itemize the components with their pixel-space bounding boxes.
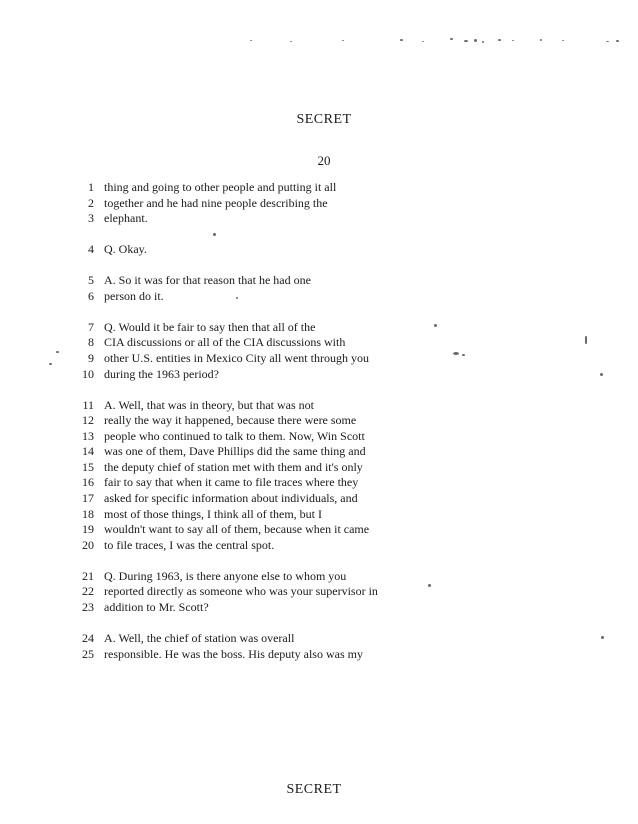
transcript-line bbox=[72, 584, 432, 600]
margin-speck bbox=[462, 354, 465, 356]
line-number: 11 bbox=[82, 397, 94, 412]
line-text: A. So it was for that reason that he had one bbox=[104, 273, 311, 288]
transcript-body bbox=[72, 180, 432, 662]
line-text: people who continued to talk to them. Now, Win Scott bbox=[104, 428, 365, 443]
line-number: 23 bbox=[82, 600, 94, 615]
line-text: Q. Okay. bbox=[104, 242, 147, 257]
transcript-line bbox=[72, 429, 432, 445]
line-number: 15 bbox=[82, 459, 94, 474]
page-number: 20 bbox=[317, 153, 331, 168]
margin-speck bbox=[453, 352, 459, 355]
margin-speck bbox=[600, 373, 603, 376]
transcript-line bbox=[72, 273, 432, 289]
line-number: 14 bbox=[82, 444, 94, 459]
margin-speck bbox=[213, 233, 216, 236]
transcript-line bbox=[72, 522, 432, 538]
line-text: CIA discussions or all of the CIA discussions with bbox=[104, 335, 346, 350]
line-text: most of those things, I think all of them, but I bbox=[104, 506, 322, 521]
paragraph-gap bbox=[72, 382, 432, 397]
transcript-line bbox=[72, 320, 432, 336]
line-text: really the way it happened, because there were some bbox=[104, 413, 357, 428]
line-text: A. Well, the chief of station was overall bbox=[104, 631, 295, 645]
margin-speck bbox=[236, 297, 238, 299]
transcript-line bbox=[72, 491, 432, 507]
transcript-line bbox=[72, 600, 432, 616]
transcript-line bbox=[72, 647, 432, 663]
line-text: during the 1963 period? bbox=[104, 366, 219, 381]
line-number: 9 bbox=[88, 350, 94, 365]
line-number: 21 bbox=[82, 568, 94, 583]
margin-speck bbox=[49, 363, 52, 365]
line-text: Q. During 1963, is there anyone else to whom you bbox=[104, 568, 347, 583]
transcript-line bbox=[72, 196, 432, 212]
line-number: 4 bbox=[88, 242, 94, 257]
line-number: 5 bbox=[88, 273, 94, 288]
paragraph-gap bbox=[72, 227, 432, 242]
transcript-line bbox=[72, 538, 432, 554]
line-text: asked for specific information about individuals, and bbox=[104, 491, 358, 506]
line-number: 13 bbox=[82, 428, 94, 443]
line-number: 19 bbox=[82, 522, 94, 537]
margin-speck bbox=[56, 351, 59, 353]
line-number: 25 bbox=[82, 646, 94, 661]
line-number: 1 bbox=[88, 180, 94, 194]
transcript-line bbox=[72, 351, 432, 367]
line-number: 7 bbox=[88, 319, 94, 334]
classification-footer: SECRET bbox=[286, 782, 342, 797]
transcript-line bbox=[72, 569, 432, 585]
line-number: 3 bbox=[88, 211, 94, 226]
paragraph-gap bbox=[72, 553, 432, 568]
transcript-line bbox=[72, 289, 432, 305]
line-number: 22 bbox=[82, 584, 94, 599]
line-number: 18 bbox=[82, 506, 94, 521]
line-number: 16 bbox=[82, 475, 94, 490]
transcript-line bbox=[72, 475, 432, 491]
line-text: other U.S. entities in Mexico City all went through you bbox=[104, 350, 369, 365]
margin-speck bbox=[585, 336, 587, 344]
line-text: person do it. bbox=[104, 288, 164, 303]
line-text: reported directly as someone who was your supervisor in bbox=[104, 584, 378, 599]
line-number: 12 bbox=[82, 413, 94, 428]
line-text: responsible. He was the boss. His deputy also was my bbox=[104, 646, 363, 661]
paragraph-gap bbox=[72, 304, 432, 319]
line-text: was one of them, Dave Phillips did the same thing and bbox=[104, 444, 366, 459]
line-text: fair to say that when it came to file traces where they bbox=[104, 475, 359, 490]
line-number: 20 bbox=[82, 537, 94, 552]
transcript-line bbox=[72, 460, 432, 476]
margin-speck bbox=[428, 584, 431, 587]
margin-speck bbox=[601, 636, 604, 639]
transcript-line bbox=[72, 335, 432, 351]
line-text: together and he had nine people describing the bbox=[104, 195, 328, 210]
line-text: Q. Would it be fair to say then that all of the bbox=[104, 319, 316, 334]
transcript-line bbox=[72, 398, 432, 414]
line-text: thing and going to other people and putting it all bbox=[104, 180, 337, 194]
line-text: wouldn't want to say all of them, because when it came bbox=[104, 522, 370, 537]
transcript-line bbox=[72, 413, 432, 429]
line-number: 2 bbox=[88, 195, 94, 210]
line-text: A. Well, that was in theory, but that was not bbox=[104, 397, 314, 412]
line-text: the deputy chief of station met with them and it's only bbox=[104, 459, 363, 474]
line-number: 6 bbox=[88, 288, 94, 303]
paragraph-gap bbox=[72, 258, 432, 273]
line-text: elephant. bbox=[104, 211, 148, 226]
scan-artifact-strip bbox=[250, 36, 630, 46]
line-number: 10 bbox=[82, 366, 94, 381]
transcript-line bbox=[72, 242, 432, 258]
line-number: 17 bbox=[82, 491, 94, 506]
transcript-line bbox=[72, 211, 432, 227]
line-number: 8 bbox=[88, 335, 94, 350]
classification-header: SECRET bbox=[296, 112, 352, 127]
transcript-line bbox=[72, 631, 432, 647]
transcript-line bbox=[72, 180, 432, 196]
margin-speck bbox=[434, 324, 437, 327]
line-number: 24 bbox=[82, 631, 94, 645]
line-text: to file traces, I was the central spot. bbox=[104, 537, 275, 552]
transcript-line bbox=[72, 367, 432, 383]
paragraph-gap bbox=[72, 616, 432, 631]
transcript-line bbox=[72, 507, 432, 523]
transcript-line bbox=[72, 444, 432, 460]
line-text: addition to Mr. Scott? bbox=[104, 600, 209, 615]
